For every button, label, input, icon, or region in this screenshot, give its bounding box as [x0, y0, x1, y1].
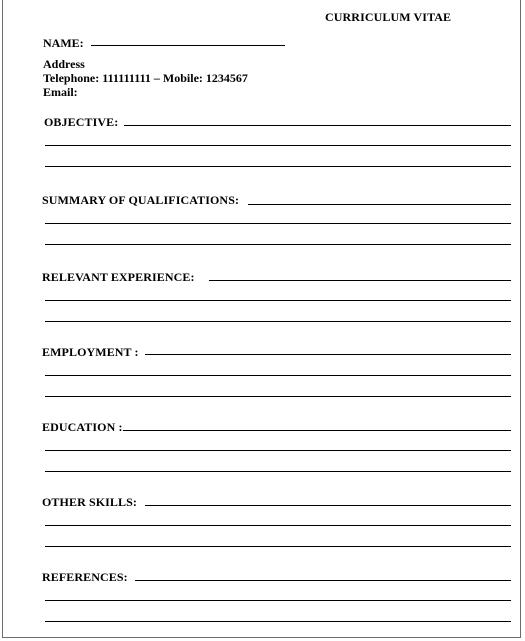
objective-line-3[interactable]: [45, 166, 511, 167]
employment-line-1[interactable]: [145, 354, 511, 355]
experience-label: RELEVANT EXPERIENCE:: [42, 270, 195, 284]
references-line-3[interactable]: [45, 621, 511, 622]
education-label: EDUCATION :: [42, 420, 123, 434]
experience-line-1[interactable]: [209, 280, 511, 281]
employment-line-2[interactable]: [45, 375, 511, 376]
education-line-2[interactable]: [45, 450, 511, 451]
education-line-1[interactable]: [123, 430, 511, 431]
objective-line-1[interactable]: [124, 125, 511, 126]
summary-line-2[interactable]: [45, 223, 511, 224]
objective-label: OBJECTIVE:: [44, 115, 119, 129]
employment-line-3[interactable]: [45, 396, 511, 397]
telephone-line: Telephone: 111111111 – Mobile: 1234567: [43, 71, 248, 85]
email-label: Email:: [43, 85, 78, 99]
summary-line-1[interactable]: [248, 204, 511, 205]
other-skills-label: OTHER SKILLS:: [42, 495, 137, 509]
education-line-3[interactable]: [45, 471, 511, 472]
summary-line-3[interactable]: [45, 244, 511, 245]
cv-page: [2, 0, 521, 638]
name-label: NAME:: [43, 36, 84, 50]
other-skills-line-1[interactable]: [145, 505, 511, 506]
other-skills-line-2[interactable]: [45, 525, 511, 526]
employment-label: EMPLOYMENT :: [42, 345, 139, 359]
document-title: CURRICULUM VITAE: [325, 10, 452, 24]
experience-line-3[interactable]: [45, 321, 511, 322]
address-label: Address: [43, 57, 85, 71]
references-line-2[interactable]: [45, 600, 511, 601]
objective-line-2[interactable]: [45, 145, 511, 146]
name-field-line[interactable]: [91, 45, 285, 46]
references-label: REFERENCES:: [42, 570, 128, 584]
summary-label: SUMMARY OF QUALIFICATIONS:: [42, 193, 240, 207]
other-skills-line-3[interactable]: [45, 546, 511, 547]
experience-line-2[interactable]: [45, 300, 511, 301]
contact-block: [43, 57, 248, 99]
references-line-1[interactable]: [135, 580, 511, 581]
